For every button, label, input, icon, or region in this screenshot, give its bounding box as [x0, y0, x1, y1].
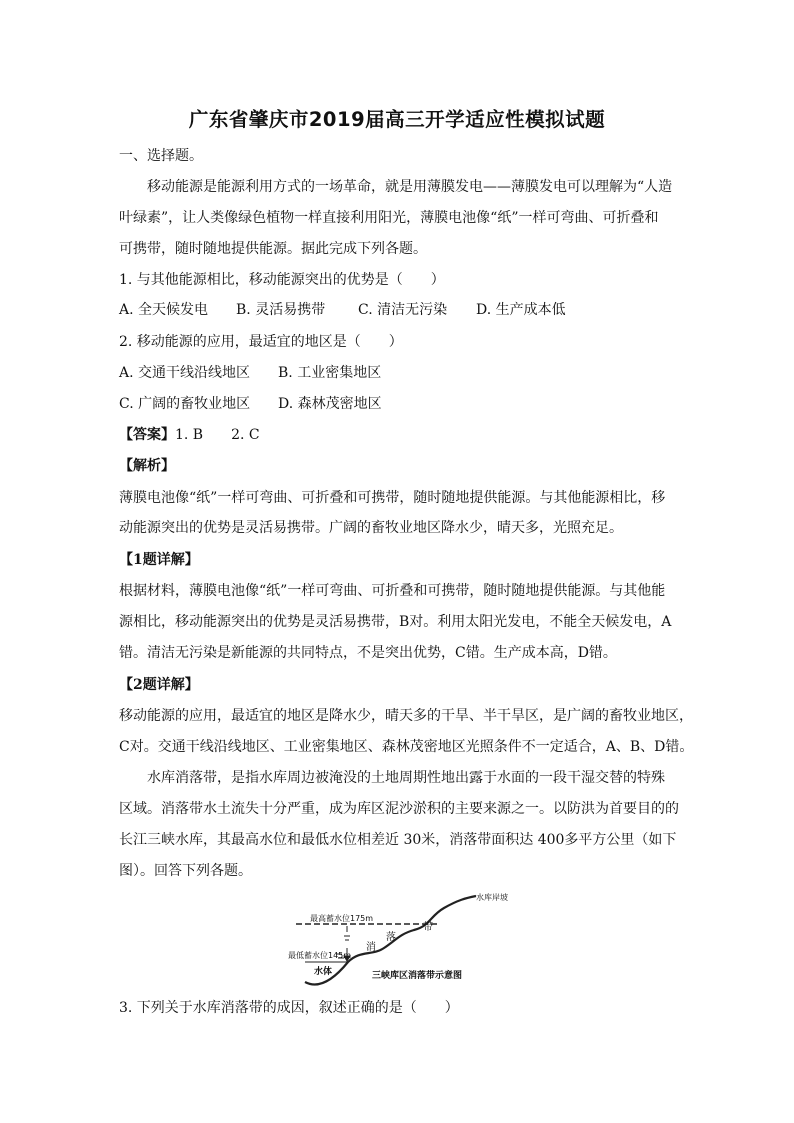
detail-2-line-1: 移动能源的应用，最适宜的地区是降水少，晴天多的干旱、半干旱区，是广阔的畜牧业地区， — [119, 708, 693, 724]
answer-text: 1. B 2. C — [175, 427, 260, 443]
option-c: C. 广阔的畜牧业地区 — [119, 396, 251, 412]
answer-label: 【答案】 — [119, 427, 175, 443]
low-level-label: 最低蓄水位145m — [288, 951, 352, 960]
question-1-options — [119, 300, 684, 320]
option-b: B. 工业密集地区 — [278, 365, 382, 381]
passage-2-line-2: 区域。消落带水土流失十分严重，成为库区泥沙淤积的主要来源之一。以防洪为首要目的的 — [119, 801, 679, 817]
page-title: 广东省肇庆市2019届高三开学适应性模拟试题 — [188, 108, 606, 131]
option-b: B. 灵活易携带 — [236, 302, 326, 318]
option-a: A. 交通干线沿线地区 — [119, 365, 251, 381]
analysis-label: 【解析】 — [119, 458, 175, 474]
passage-1-line-1: 移动能源是能源利用方式的一场革命，就是用薄膜发电——薄膜发电可以理解为“人造 — [147, 179, 673, 195]
question-3-stem: 3. 下列关于水库消落带的成因，叙述正确的是（ ） — [119, 1000, 459, 1016]
passage-2-line-4: 图）。回答下列各题。 — [119, 863, 252, 879]
option-a: A. 全天候发电 — [119, 302, 209, 318]
question-1-stem: 1. 与其他能源相比，移动能源突出的优势是（ ） — [119, 272, 445, 288]
question-2-stem: 2. 移动能源的应用，最适宜的地区是（ ） — [119, 334, 403, 350]
question-2-options-row-2 — [119, 394, 684, 414]
bank-label: 水库岸坡 — [476, 893, 508, 902]
detail-1-line-3: 错。清洁无污染是新能源的共同特点，不是突出优势，C错。生产成本高，D错。 — [119, 645, 617, 661]
question-2-options-row-1 — [119, 363, 684, 383]
detail-1-line-1: 根据材料，薄膜电池像“纸”一样可弯曲、可折叠和可携带，随时随地提供能源。与其他能 — [119, 583, 666, 599]
analysis-line-2: 动能源突出的优势是灵活易携带。广阔的畜牧业地区降水少，晴天多，光照充足。 — [119, 520, 623, 536]
passage-1-line-3: 可携带，随时随地提供能源。据此完成下列各题。 — [119, 241, 427, 257]
high-level-label: 最高蓄水位175m — [310, 914, 374, 923]
section-heading: 一、选择题。 — [119, 148, 203, 164]
option-d: D. 森林茂密地区 — [278, 396, 382, 412]
detail-2-line-2: C对。交通干线沿线地区、工业密集地区、森林茂密地区光照条件不一定适合，A、B、D错。 — [119, 739, 694, 755]
zone-char-3: 带 — [423, 922, 433, 933]
zone-char-1: 消 — [366, 942, 376, 953]
passage-1-line-2: 叶绿素”，让人类像绿色植物一样直接利用阳光，薄膜电池像“纸”一样可弯曲、可折叠和 — [119, 210, 659, 226]
passage-2-line-1: 水库消落带，是指水库周边被淹没的土地周期性地出露于水面的一段干湿交替的特殊 — [147, 770, 665, 786]
detail-1-label: 【1题详解】 — [119, 552, 199, 568]
option-d: D. 生产成本低 — [476, 302, 566, 318]
detail-2-label: 【2题详解】 — [119, 677, 199, 693]
option-c: C. 清洁无污染 — [358, 302, 448, 318]
answer-line — [119, 425, 684, 445]
water-body-label: 水体 — [314, 967, 333, 977]
figure-caption: 三峡库区消落带示意图 — [372, 971, 463, 981]
reservoir-drawdown-zone-diagram — [280, 890, 540, 990]
zone-char-2: 落 — [386, 932, 396, 943]
detail-1-line-2: 源相比，移动能源突出的优势是灵活易携带，B对。利用太阳光发电，不能全天候发电，A — [119, 614, 672, 630]
analysis-line-1: 薄膜电池像“纸”一样可弯曲、可折叠和可携带，随时随地提供能源。与其他能源相比，移 — [119, 490, 666, 506]
passage-2-line-3: 长江三峡水库，其最高水位和最低水位相差近 30米，消落带面积达 400多平方公里（如下 — [119, 832, 677, 848]
